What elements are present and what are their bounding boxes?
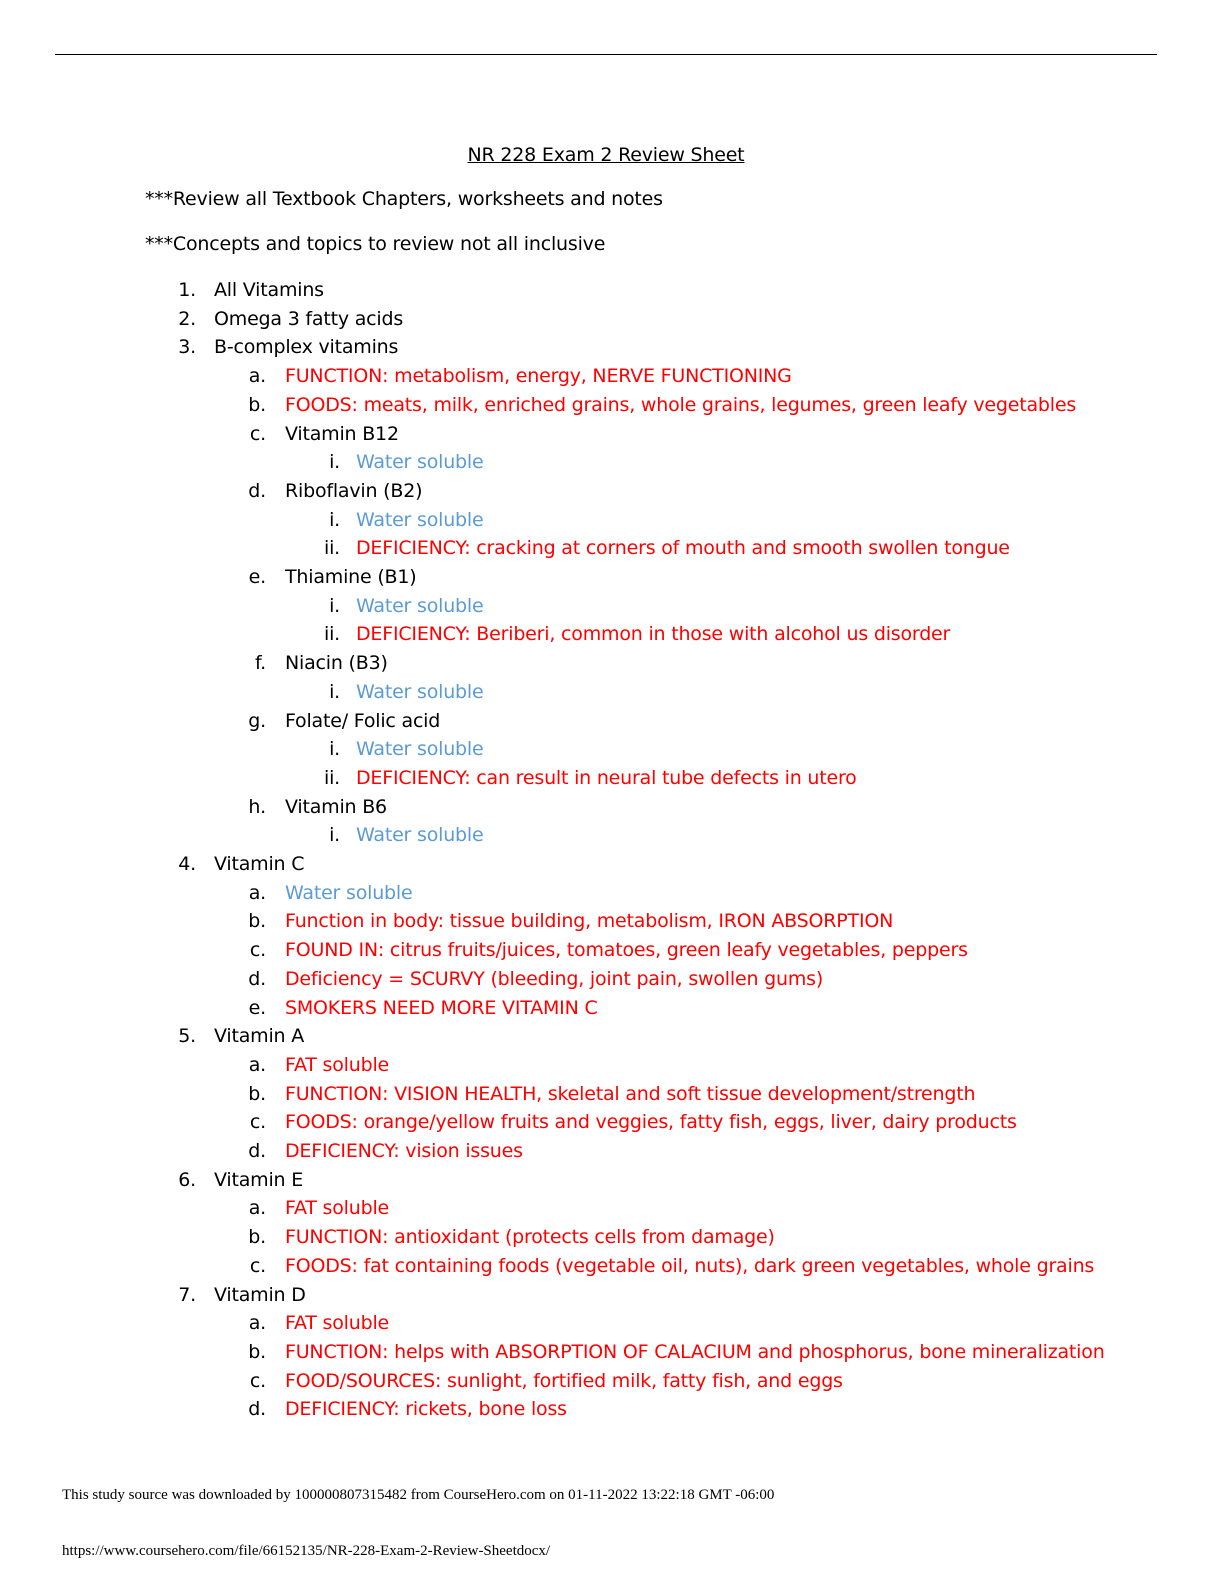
outline-text: Function in body: tissue building, metabolism, IRON ABSORPTION [285,910,894,933]
outline-item [0,477,1224,506]
outline-text: Omega 3 fatty acids [214,307,404,330]
outline-text: Vitamin C [214,853,305,875]
outline-item [0,1338,1224,1367]
document-title: NR 228 Exam 2 Review Sheet [467,144,745,166]
outline-item [0,362,1224,391]
outline-text: Niacin (B3) [285,652,388,675]
outline-marker: h. [248,795,266,818]
outline-item [0,764,1224,793]
outline-marker: c. [249,1111,266,1134]
outline-item [0,735,1224,764]
outline-item [0,649,1224,678]
outline-marker: d. [248,967,266,990]
outline-item [0,448,1224,477]
outline-item [0,850,1224,879]
outline-text: FAT soluble [285,1053,390,1076]
outline-text: FOODS: meats, milk, enriched grains, whole grains, legumes, green leafy vegetables [285,393,1077,416]
outline-item [0,1252,1224,1281]
review-note: ***Review all Textbook Chapters, worksheets and notes [145,188,663,210]
outline-marker: a. [248,1312,266,1335]
outline-item [0,534,1224,563]
outline-item [0,678,1224,707]
outline-text: Water soluble [356,680,484,703]
outline-item [0,420,1224,449]
outline-marker: i. [329,738,340,761]
outline-text: Water soluble [356,594,484,617]
outline-item [0,821,1224,850]
outline-marker: g. [248,709,266,732]
outline-text: Vitamin B6 [285,795,387,818]
outline-item [0,1166,1224,1195]
outline-item [0,620,1224,649]
outline-item [0,1309,1224,1338]
outline-item [0,1022,1224,1051]
outline-text: Vitamin E [214,1168,304,1191]
outline-text: Deficiency = SCURVY (bleeding, joint pain, swollen gums) [285,967,824,990]
outline-marker: 1. [178,279,196,301]
outline-text: FUNCTION: helps with ABSORPTION OF CALACIUM and phosphorus, bone mineralization [285,1340,1105,1363]
outline-text: SMOKERS NEED MORE VITAMIN C [285,996,598,1019]
outline-marker: 5. [178,1025,196,1048]
outline-marker: a. [248,1053,266,1076]
outline-item [0,1395,1224,1424]
outline-text: FOOD/SOURCES: sunlight, fortified milk, fatty fish, and eggs [285,1369,843,1392]
outline-item [0,563,1224,592]
outline-marker: c. [249,422,266,445]
outline-marker: 4. [178,853,196,875]
outline-text: DEFICIENCY: can result in neural tube defects in utero [356,766,857,789]
outline-text: Thiamine (B1) [285,566,417,588]
outline-marker: i. [329,824,340,847]
outline-marker: ii. [324,766,340,789]
outline-item [0,707,1224,736]
outline-item [0,506,1224,535]
outline-marker: d. [248,1398,266,1421]
outline-text: DEFICIENCY: cracking at corners of mouth and smooth swollen tongue [356,537,1010,560]
outline-text: Vitamin D [214,1283,306,1306]
outline-item [0,1194,1224,1223]
outline-marker: i. [329,451,340,474]
outline-marker: c. [249,939,266,962]
outline-item [0,305,1224,334]
outline-text: Folate/ Folic acid [285,709,441,732]
outline-text: All Vitamins [214,279,324,301]
scope-note: ***Concepts and topics to review not all inclusive [145,233,606,255]
outline-marker: a. [248,881,266,904]
outline-item [0,965,1224,994]
outline-text: Riboflavin (B2) [285,479,423,502]
outline-item [0,276,1224,305]
outline-marker: i. [329,508,340,531]
outline-item [0,1080,1224,1109]
outline-text: Water soluble [356,738,484,761]
outline-text: DEFICIENCY: rickets, bone loss [285,1398,567,1421]
outline-marker: e. [248,566,266,588]
outline-marker: i. [329,594,340,617]
outline-item [0,1051,1224,1080]
source-url: https://www.coursehero.com/file/66152135/NR-228-Exam-2-Review-Sheetdocx/ [62,1543,551,1559]
outline-marker: f. [255,652,266,675]
outline-item [0,391,1224,420]
outline-text: Water soluble [356,451,484,474]
outline-marker: b. [248,1082,266,1105]
outline-item [0,1137,1224,1166]
outline-text: FOODS: orange/yellow fruits and veggies, fatty fish, eggs, liver, dairy products [285,1111,1017,1134]
outline-item [0,936,1224,965]
outline-item [0,793,1224,822]
outline-marker: b. [248,910,266,933]
outline-text: Vitamin B12 [285,422,399,445]
outline-marker: b. [248,1340,266,1363]
outline-marker: ii. [324,537,340,560]
outline-item [0,907,1224,936]
outline-marker: 3. [178,336,196,359]
outline-text: DEFICIENCY: vision issues [285,1140,523,1162]
outline-marker: 6. [178,1168,196,1191]
outline-marker: a. [248,365,266,388]
outline-marker: ii. [324,623,340,646]
outline-marker: c. [249,1254,266,1277]
outline-marker: e. [248,996,266,1019]
outline-marker: d. [248,1140,266,1162]
outline-text: DEFICIENCY: Beriberi, common in those with alcohol us disorder [356,623,951,646]
outline-item [0,879,1224,908]
outline-marker: b. [248,393,266,416]
outline-marker: i. [329,680,340,703]
download-note: This study source was downloaded by 100000807315482 from CourseHero.com on 01-11-2022 13:22:18 GMT -06:00 [62,1487,775,1503]
outline-text: Water soluble [356,824,484,847]
outline-text: FOUND IN: citrus fruits/juices, tomatoes, green leafy vegetables, peppers [285,939,968,962]
outline-item [0,1223,1224,1252]
outline-marker: b. [248,1226,266,1249]
outline-text: FOODS: fat containing foods (vegetable oil, nuts), dark green vegetables, whole grains [285,1254,1095,1277]
outline-item [0,333,1224,362]
outline-item [0,592,1224,621]
outline-text: FUNCTION: VISION HEALTH, skeletal and soft tissue development/strength [285,1082,976,1105]
outline-text: Vitamin A [214,1025,305,1048]
outline-marker: c. [249,1369,266,1392]
outline-item [0,1108,1224,1137]
outline-text: FAT soluble [285,1312,390,1335]
outline-text: FUNCTION: antioxidant (protects cells from damage) [285,1226,775,1249]
outline-text: B-complex vitamins [214,336,399,359]
outline-item [0,1281,1224,1310]
outline-marker: a. [248,1197,266,1220]
outline-text: FAT soluble [285,1197,390,1220]
top-rule [55,54,1157,55]
outline-marker: 2. [178,307,196,330]
outline-item [0,994,1224,1023]
outline-text: Water soluble [356,508,484,531]
outline-text: Water soluble [285,881,413,904]
outline-marker: 7. [178,1283,196,1306]
outline-marker: d. [248,479,266,502]
outline-item [0,1367,1224,1396]
outline-text: FUNCTION: metabolism, energy, NERVE FUNCTIONING [285,365,792,388]
